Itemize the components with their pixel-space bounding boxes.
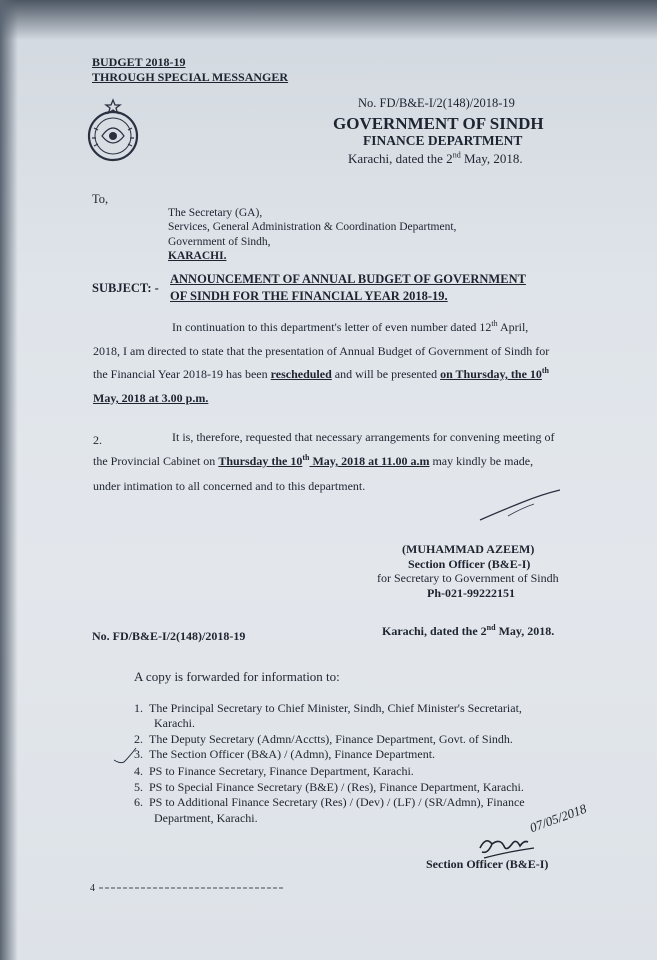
copy-signatory: Section Officer (B&E-I) [426,857,549,871]
para1-line2: 2018, I am directed to state that the presentation of Annual Budget of Government of Sindh for [93,344,550,358]
handwritten-tick-mark [112,744,138,766]
signatory-phone: Ph-021-99222151 [427,586,515,600]
delivery-label: THROUGH SPECIAL MESSANGER [92,70,289,84]
copy-date: Karachi, dated the 2nd May, 2018. [382,623,555,638]
copy-item-4: 4. PS to Finance Secretary, Finance Department, Karachi. [134,764,414,778]
para1-line1: In continuation to this department's letter of even number dated 12th April, [172,319,529,334]
copy-item-2: 2. The Deputy Secretary (Admn/Acctts), Finance Department, Govt. of Sindh. [134,732,513,746]
copy-item-3: 3. The Section Officer (B&A) / (Admn), Finance Department. [134,747,436,761]
handwritten-date: 07/05/2018 [527,800,589,836]
para2-number: 2. [93,433,102,447]
addressee-line-2: Services, General Administration & Coordination Department, [168,221,457,233]
copy-item-5: 5. PS to Special Finance Secretary (B&E) / (Res), Finance Department, Karachi. [134,780,524,794]
page-mark: 4 [90,883,95,894]
copy-item-6: 6. PS to Additional Finance Secretary (Res) / (Dev) / (LF) / (SR/Admn), Finance [134,795,525,809]
addressee-city: KARACHI. [168,250,227,262]
sindh-government-emblem-icon [84,98,142,164]
signature-mark [478,488,563,524]
signatory-for: for Secretary to Government of Sindh [377,571,559,585]
para1-line4: May, 2018 at 3.00 p.m. [93,391,209,405]
subject-label: SUBJECT: - [92,281,159,295]
to-label: To, [92,192,109,206]
reference-number: No. FD/B&E-I/2(148)/2018-19 [358,96,515,110]
subject-line-2: OF SINDH FOR THE FINANCIAL YEAR 2018-19. [170,289,448,303]
copy-item-1-cont: Karachi. [154,716,195,730]
addressee-line-3: Government of Sindh, [168,236,271,248]
photo-shadow-left [0,0,18,960]
budget-label: BUDGET 2018-19 [92,55,186,69]
photo-shadow-top [0,0,657,40]
para2-line3: under intimation to all concerned and to this department. [93,479,366,493]
signatory-name: (MUHAMMAD AZEEM) [402,542,535,556]
subject-line-1: ANNOUNCEMENT OF ANNUAL BUDGET OF GOVERNMENT [170,272,526,286]
copy-item-1: 1. The Principal Secretary to Chief Minister, Sindh, Chief Minister's Secretariat, [134,701,522,715]
signatory-title: Section Officer (B&E-I) [408,557,531,571]
header-date: Karachi, dated the 2nd May, 2018. [348,150,523,166]
copy-intro: A copy is forwarded for information to: [134,669,340,684]
para1-line3: the Financial Year 2018-19 has been rescheduled and will be presented on Thursday, the 10th [93,366,550,381]
para2-line2: the Provincial Cabinet on Thursday the 10th May, 2018 at 11.00 a.m may kindly be made, [93,453,534,468]
footer-file-path-smudge [99,887,284,889]
para2-line1: It is, therefore, requested that necessary arrangements for convening meeting of [172,430,555,444]
copy-item-6-cont: Department, Karachi. [154,811,258,825]
copy-reference-number: No. FD/B&E-I/2(148)/2018-19 [92,629,246,643]
addressee-line-1: The Secretary (GA), [168,207,263,219]
government-title: GOVERNMENT OF SINDH [333,114,544,133]
department-title: FINANCE DEPARTMENT [363,133,523,148]
